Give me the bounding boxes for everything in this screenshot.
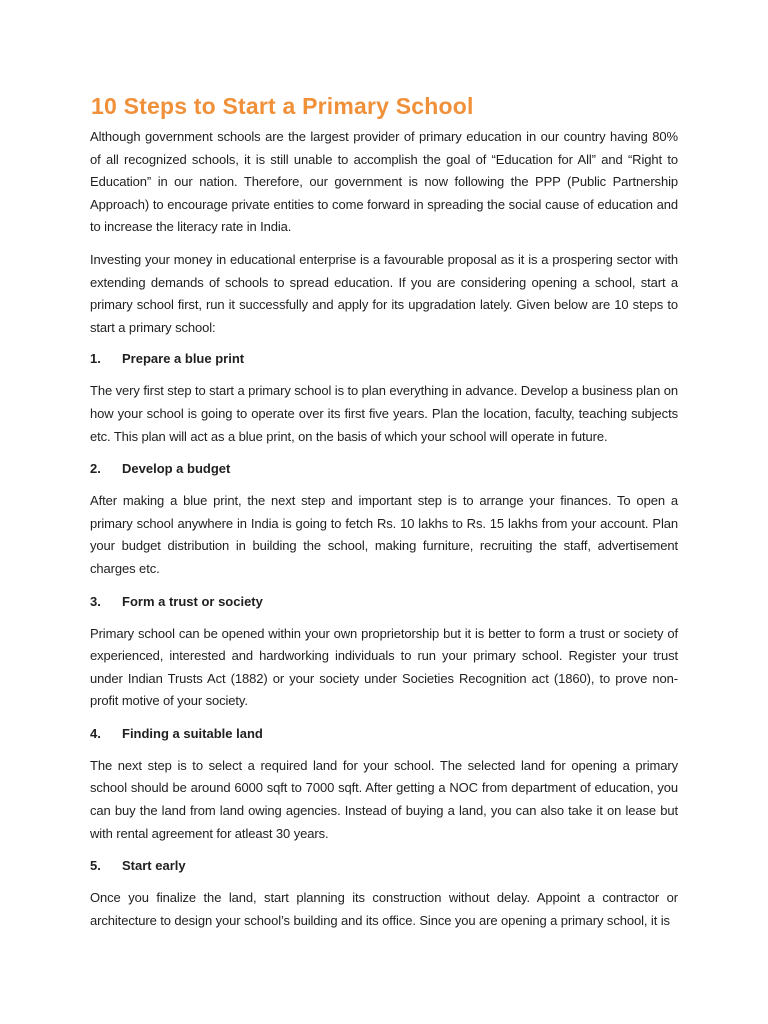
step-4-body: The next step is to select a required land for your school. The selected land for opening a primary school should be around 6000 sqft to 7000 sqft. After getting a NOC from department of education, you can buy the land from land owing agencies. Instead of buying a land, you can also take it on lease but with rental agreement for atleast 30 years. — [90, 757, 678, 841]
step-title: Form a trust or society — [122, 593, 263, 609]
step-3-heading — [90, 592, 678, 612]
intro-paragraph-1: Although government schools are the largest provider of primary education in our country having 80% of all recognized schools, it is still unable to accomplish the goal of “Education for All” and “Right to Education” in our nation. Therefore, our government is now following the PPP (Public Partnership Approach) to encourage private entities to come forward in spreading the social cause of education and to increase the literacy rate in India. — [90, 129, 678, 235]
step-1-body: The very first step to start a primary school is to plan everything in advance. Develop a business plan on how your school is going to operate over its first five years. Plan the location, faculty, teaching subjects etc. This plan will act as a blue print, on the basis of which your school will operate in future. — [90, 383, 678, 444]
step-number: 1. — [90, 351, 101, 367]
step-4-heading — [90, 724, 678, 744]
step-1-heading — [90, 349, 678, 369]
step-3-body: Primary school can be opened within your own proprietorship but it is better to form a trust or society of experienced, interested and hardworking individuals to run your primary school. Register your trust under Indian Trusts Act (1882) or your society under Societies Recognition act (1860), to prove non-profit motive of your society. — [90, 625, 678, 709]
step-5-heading — [90, 856, 678, 876]
step-2-body: After making a blue print, the next step and important step is to arrange your finances. To open a primary school anywhere in India is going to fetch Rs. 10 lakhs to Rs. 15 lakhs from your account. Plan your budget distribution in building the school, making furniture, recruiting the staff, advertisement charges etc. — [90, 493, 678, 576]
step-number: 4. — [90, 725, 101, 741]
step-number: 5. — [90, 858, 101, 874]
step-5-body: Once you finalize the land, start planning its construction without delay. Appoint a contractor or architecture to design your school’s building and its office. Since you are opening a primary school, it is — [90, 890, 678, 928]
step-title: Develop a budget — [122, 461, 231, 477]
step-title: Start early — [122, 858, 186, 874]
step-number: 2. — [90, 461, 101, 477]
step-title: Prepare a blue print — [122, 351, 245, 367]
step-2-heading — [90, 459, 678, 479]
step-title: Finding a suitable land — [122, 725, 263, 741]
intro-paragraph-2: Investing your money in educational enterprise is a favourable proposal as it is a prospering sector with extending demands of schools to spread education. If you are considering opening a school, start a primary school first, run it successfully and apply for its upgradation lately. Given below are 10 steps to start a primary school: — [90, 251, 678, 335]
step-number: 3. — [90, 593, 101, 609]
page-title: 10 Steps to Start a Primary School — [91, 93, 474, 119]
